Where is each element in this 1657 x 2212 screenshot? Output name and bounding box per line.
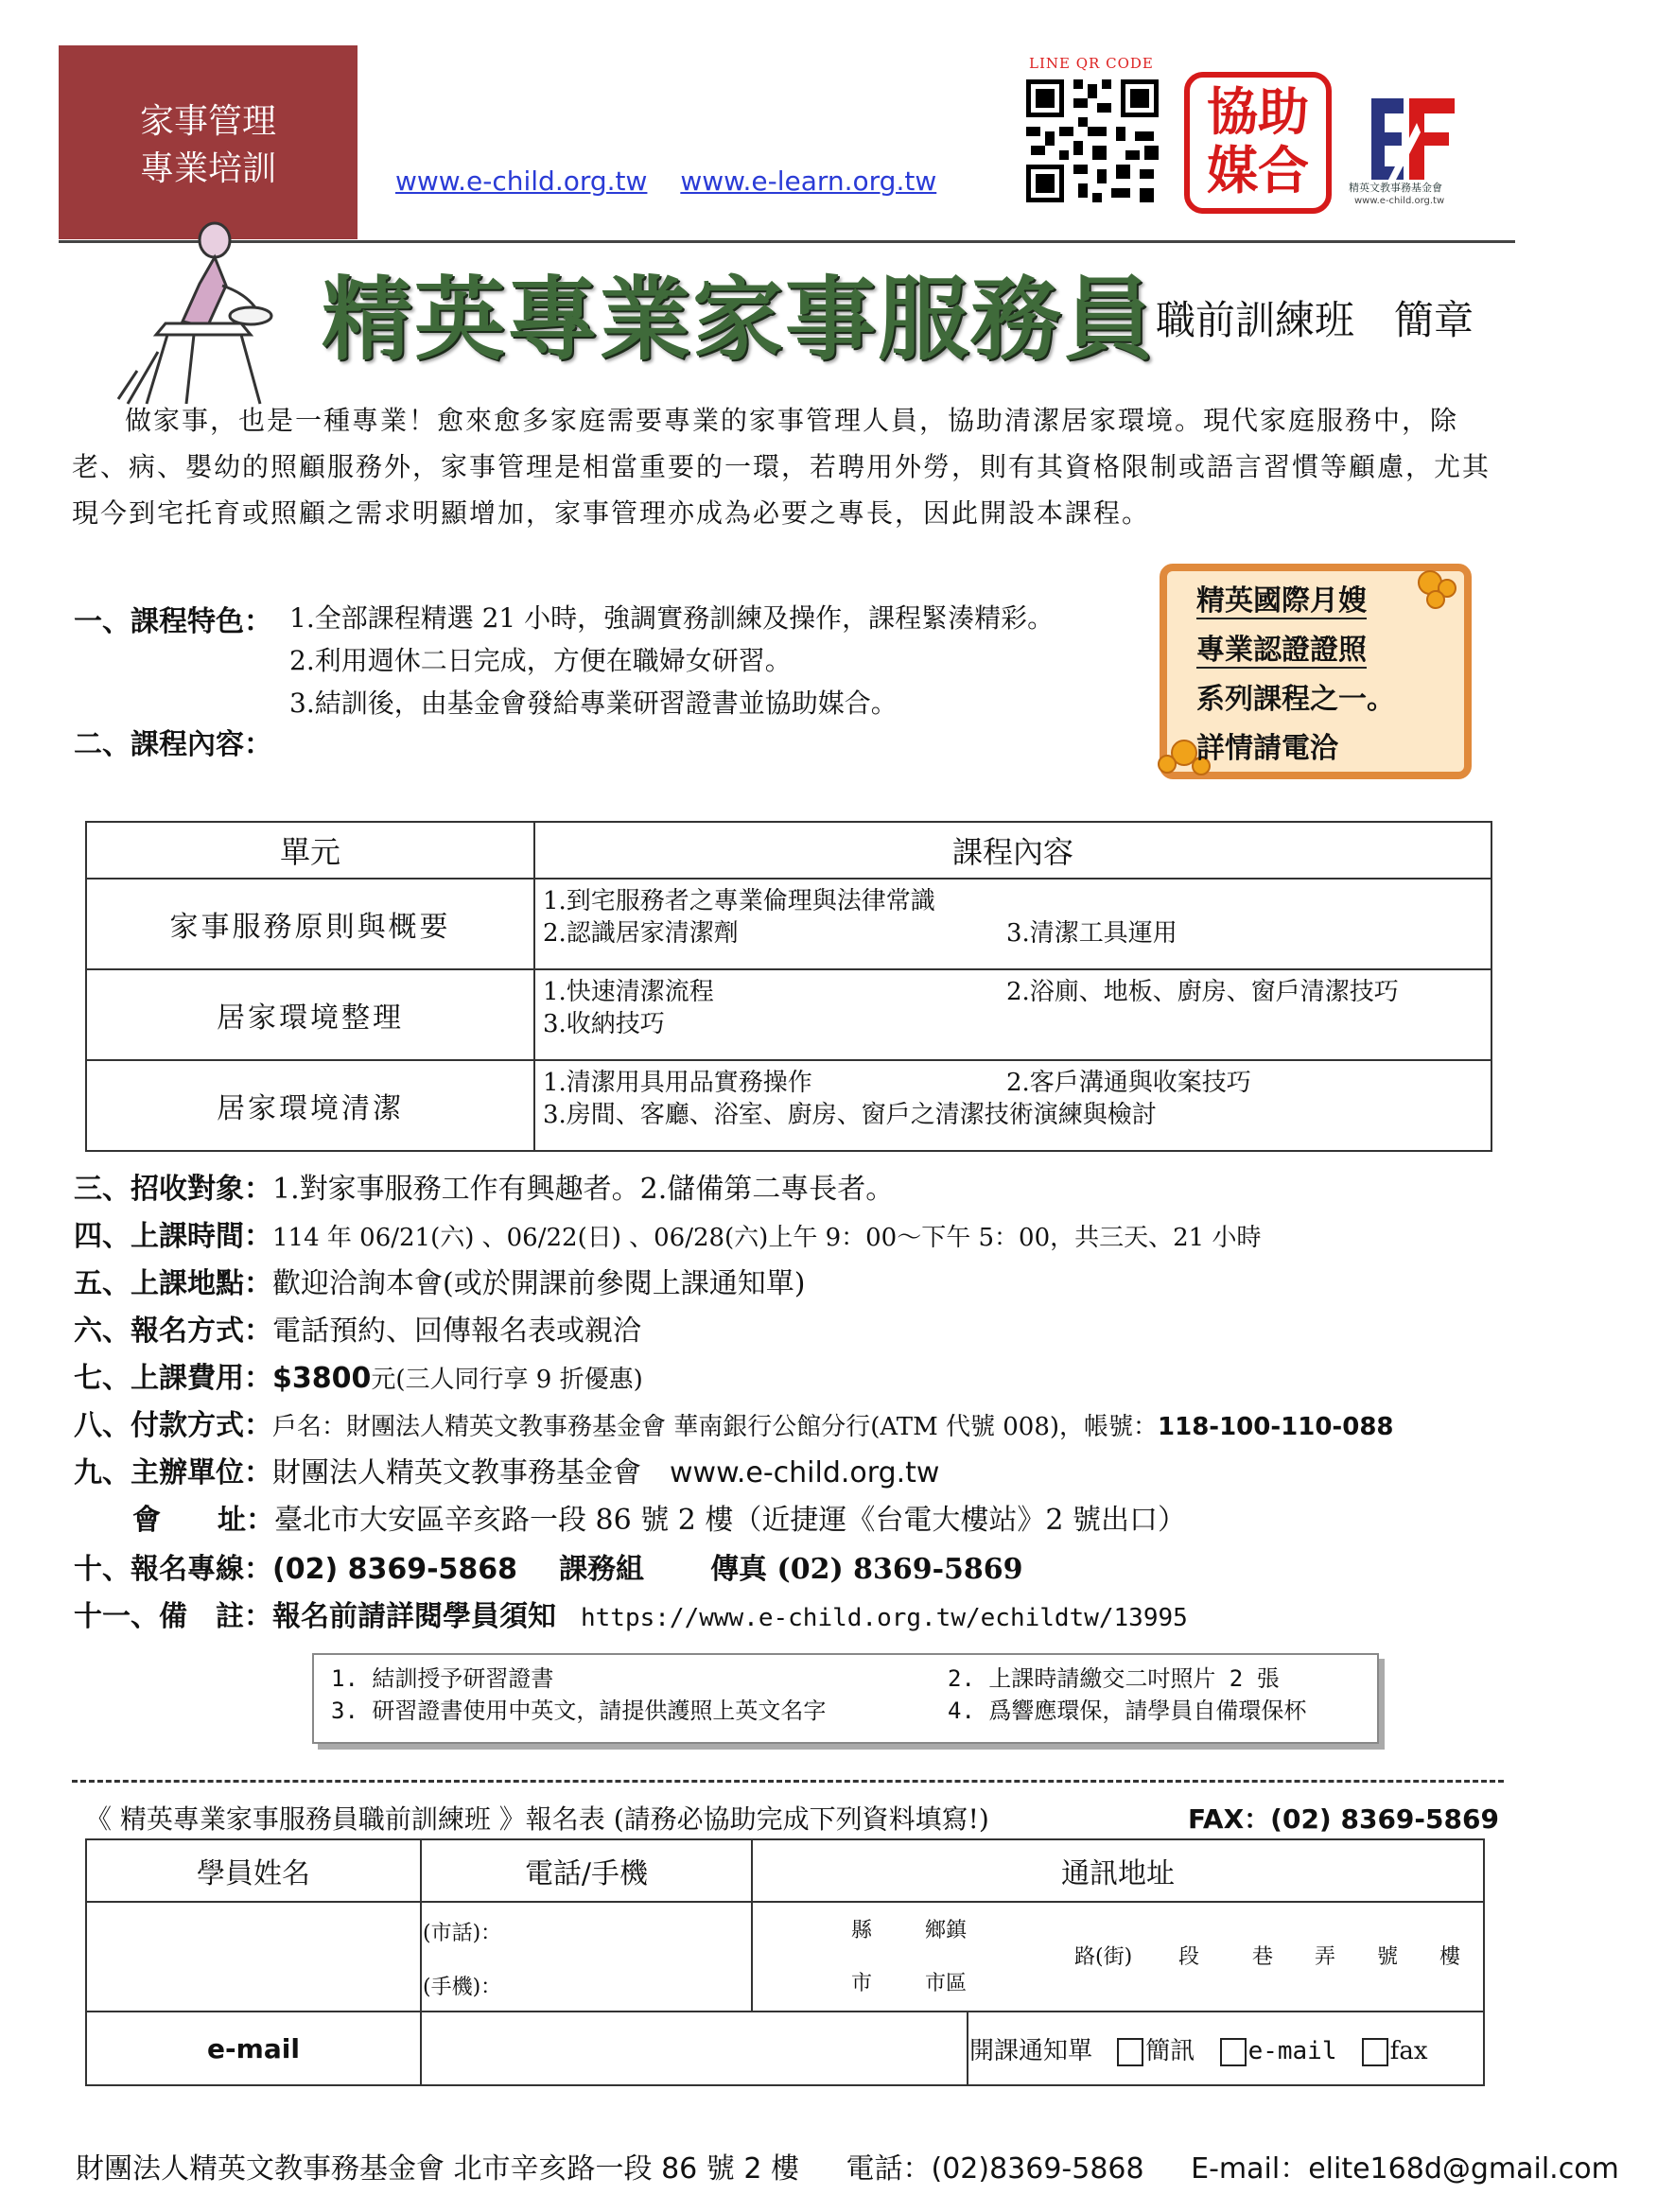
- feature-item-1: 1.全部課程精選 21 小時，強調實務訓練及操作，課程緊湊精彩。: [289, 602, 1055, 634]
- note-4: 4. 爲響應環保，請學員自備環保杯: [948, 1698, 1307, 1724]
- unit-cell: 家事服務原則與概要: [86, 879, 534, 969]
- sub-title: 職前訓練班 簡章: [1156, 297, 1474, 343]
- note-2: 2. 上課時請繳交二吋照片 2 張: [948, 1665, 1280, 1692]
- stamp-line2: 媒合: [1207, 141, 1309, 200]
- info-address: 會 址：臺北市大安區辛亥路一段 86 號 2 樓（近捷運《台電大樓站》2 號出口）: [132, 1504, 1187, 1537]
- qr-code-icon: [1021, 74, 1163, 208]
- course-content-table: [85, 821, 1492, 1152]
- notes-box: [312, 1653, 1379, 1744]
- footer-email: E-mail：elite168d@gmail.com: [1191, 2152, 1619, 2186]
- info-fee: 七、上課費用：$3800元(三人同行享 9 折優惠): [74, 1362, 643, 1395]
- feature-item-2: 2.利用週休二日完成，方便在職婦女研習。: [289, 645, 792, 676]
- sms-checkbox[interactable]: [1117, 2038, 1143, 2066]
- content-cell: 1.到宅服務者之專業倫理與法律常識 2.認識居家清潔劑 3.清潔工具運用: [534, 879, 1491, 969]
- content-cell: 1.清潔用具用品實務操作 2.客戶溝通與收案技巧 3.房間、客廳、浴室、廚房、窗戶之清潔技術演練與檢討: [534, 1060, 1491, 1151]
- col-header-unit: 單元: [86, 822, 534, 879]
- notice-label: 開課通知單: [969, 2036, 1093, 2065]
- logo-name: 精英文教事務基金會: [1349, 182, 1442, 194]
- content-cell: 1.快速清潔流程 2.浴廁、地板、廚房、窗戶清潔技巧 3.收納技巧: [534, 969, 1491, 1060]
- features-label: 一、課程特色：: [74, 605, 272, 638]
- footer-org: 財團法人精英文教事務基金會 北市辛亥路一段 86 號 2 樓: [76, 2152, 799, 2186]
- info-signup: 六、報名方式：電話預約、回傳報名表或親洽: [74, 1315, 641, 1348]
- info-target: 三、招收對象：1.對家事服務工作有興趣者。2.儲備第二專長者。: [74, 1173, 895, 1206]
- registration-form: [85, 1838, 1485, 2086]
- badge-line3: 系列課程之一。: [1196, 683, 1395, 716]
- feature-item-3: 3.結訓後，由基金會發給專業研習證書並協助媒合。: [289, 688, 898, 719]
- certification-badge-text: [1196, 577, 1395, 774]
- corner-line1: 家事管理: [139, 102, 276, 141]
- note-3: 3. 研習證書使用中英文，請提供護照上英文名字: [331, 1698, 827, 1724]
- table-row: [86, 969, 1491, 1060]
- table-row: [86, 879, 1491, 969]
- form-header-phone: 電話/手機: [421, 1839, 752, 1902]
- main-title: 精英專業家事服務員: [322, 266, 1156, 373]
- form-header-name: 學員姓名: [86, 1839, 421, 1902]
- form-fax: FAX：(02) 8369-5869: [1188, 1803, 1499, 1835]
- housekeeper-illustration-icon: [109, 210, 317, 409]
- email-checkbox[interactable]: [1220, 2038, 1247, 2066]
- matching-stamp: [1184, 72, 1332, 214]
- table-row: [86, 1060, 1491, 1151]
- notice-options: 開課通知單 簡訊 e-mail fax: [968, 2012, 1484, 2085]
- info-payment: 八、付款方式：戶名：財團法人精英文教事務基金會 華南銀行公館分行(ATM 代號 008)，帳號：118-100-110-088: [74, 1409, 1394, 1442]
- corner-line2: 專業培訓: [139, 149, 276, 188]
- unit-cell: 居家環境清潔: [86, 1060, 534, 1151]
- info-organizer: 九、主辦單位：財團法人精英文教事務基金會 www.e-child.org.tw: [74, 1456, 940, 1489]
- col-header-content: 課程內容: [534, 822, 1491, 879]
- intro-paragraph: 做家事，也是一種專業！愈來愈多家庭需要專業的家事管理人員，協助清潔居家環境。現代家庭服務中，除老、病、嬰幼的照顧服務外，家事管理是相當重要的一環，若聘用外勞，則有其資格限制或語言習慣等顧慮，尤其現今到宅托育或照顧之需求明顯增加，家事管理亦成為必要之專長，因此開設本課程。: [72, 405, 1491, 529]
- badge-line1: 精英國際月嫂: [1196, 584, 1367, 618]
- email-label: e-mail: [86, 2012, 421, 2085]
- note-1: 1. 結訓授予研習證書: [331, 1665, 554, 1692]
- stamp-line1: 協助: [1207, 82, 1309, 142]
- logo-url: www.e-child.org.tw: [1354, 196, 1445, 206]
- email-input[interactable]: [421, 2012, 968, 2085]
- name-input[interactable]: [86, 1902, 421, 2012]
- form-data-row: [86, 1902, 1484, 2012]
- info-schedule: 四、上課時間：114 年 06/21(六) 、06/22(日) 、06/28(六)上午 9：00～下午 5：00，共三天、21 小時: [74, 1220, 1262, 1253]
- form-title: 《 精英專業家事服務員職前訓練班 》報名表 (請務必協助完成下列資料填寫!): [85, 1803, 989, 1835]
- phone-input[interactable]: (市話)： (手機)：: [421, 1902, 752, 2012]
- info-hotline: 十、報名專線：(02) 8369-5868 課務組 傳真 (02) 8369-5869: [74, 1553, 1023, 1586]
- link-e-child[interactable]: www.e-child.org.tw: [395, 165, 648, 197]
- qr-label: LINE QR CODE: [1029, 55, 1154, 72]
- website-links: [395, 165, 961, 197]
- form-email-row: [86, 2012, 1484, 2085]
- info-location: 五、上課地點：歡迎洽詢本會(或於開課前參閱上課通知單): [74, 1267, 806, 1300]
- fax-checkbox[interactable]: [1362, 2038, 1388, 2066]
- footer-tel: 電話：(02)8369-5868: [846, 2152, 1144, 2186]
- form-header-address: 通訊地址: [752, 1839, 1484, 1902]
- unit-cell: 居家環境整理: [86, 969, 534, 1060]
- badge-line2: 專業認證證照: [1196, 634, 1367, 667]
- content-label: 二、課程內容：: [74, 728, 272, 761]
- footer: [76, 2145, 1657, 2186]
- cut-line: [72, 1780, 1504, 1783]
- link-e-learn[interactable]: www.e-learn.org.tw: [680, 165, 937, 197]
- badge-line4: 詳情請電洽: [1196, 732, 1338, 765]
- form-header-row: [86, 1839, 1484, 1902]
- table-header-row: [86, 822, 1491, 879]
- address-input[interactable]: 縣 鄉鎮 市 市區 路(街) 段 巷 弄 號 樓: [752, 1902, 1484, 2012]
- info-remark: 十一、備 註：報名前請詳閱學員須知 https://www.e-child.org.tw/echildtw/13995: [74, 1600, 1188, 1633]
